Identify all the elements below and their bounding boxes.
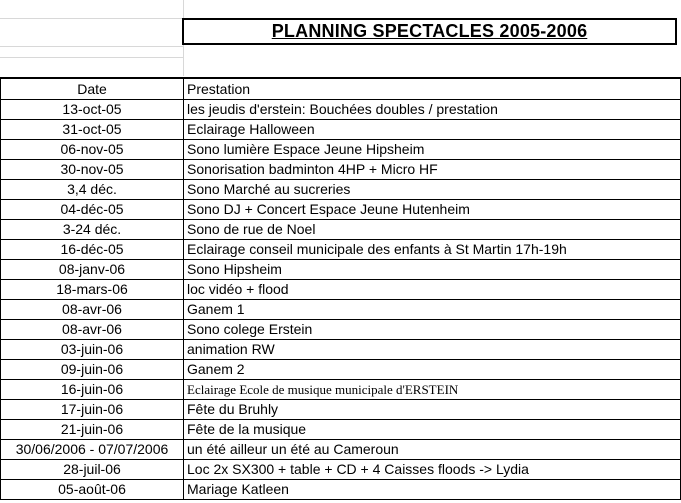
prestation-cell[interactable]: les jeudis d'erstein: Bouchées doubles / prestation	[187, 101, 498, 117]
prestation-cell[interactable]: Sono Marché au sucreries	[187, 181, 351, 197]
date-cell[interactable]: 08-avr-06	[1, 320, 184, 339]
date-cell[interactable]: 16-déc-05	[1, 240, 184, 259]
table-row	[1, 300, 680, 320]
prestation-cell[interactable]: Loc 2x SX300 + table + CD + 4 Caisses floods -> Lydia	[187, 461, 529, 477]
table-row	[1, 140, 680, 160]
date-cell[interactable]: 21-juin-06	[1, 420, 184, 439]
date-cell[interactable]: 28-juil-06	[1, 460, 184, 479]
table-row	[1, 420, 680, 440]
date-cell[interactable]: 30/06/2006 - 07/07/2006	[1, 440, 184, 459]
table-header-row	[1, 79, 680, 100]
prestation-cell[interactable]: animation RW	[187, 341, 275, 357]
table-row	[1, 100, 680, 120]
prestation-cell[interactable]: Eclairage Halloween	[187, 121, 315, 137]
header-prestation-cell[interactable]: Prestation	[187, 81, 251, 97]
gridline	[0, 46, 183, 47]
gridline	[0, 18, 183, 19]
table-row	[1, 440, 680, 460]
date-cell[interactable]: 16-juin-06	[1, 380, 184, 399]
gridline	[0, 57, 183, 58]
table-row	[1, 240, 680, 260]
page-title: PLANNING SPECTACLES 2005-2006	[271, 21, 588, 41]
prestation-cell[interactable]: Ganem 1	[187, 301, 245, 317]
prestation-cell[interactable]: Sono DJ + Concert Espace Jeune Hutenheim	[187, 201, 470, 217]
header-date-cell[interactable]: Date	[1, 79, 184, 99]
date-cell[interactable]: 08-janv-06	[1, 260, 184, 279]
table-row	[1, 280, 680, 300]
prestation-cell[interactable]: Ganem 2	[187, 361, 245, 377]
date-cell[interactable]: 17-juin-06	[1, 400, 184, 419]
date-cell[interactable]: 05-août-06	[1, 480, 184, 499]
table-row	[1, 460, 680, 480]
date-cell[interactable]: 09-juin-06	[1, 360, 184, 379]
table-row	[1, 340, 680, 360]
table-row	[1, 360, 680, 380]
prestation-cell[interactable]: Fête du Bruhly	[187, 401, 279, 417]
prestation-cell[interactable]: Eclairage Ecole de musique municipale d'ERSTEIN	[187, 382, 459, 397]
table-row	[1, 400, 680, 420]
prestation-cell[interactable]: Sono colege Erstein	[187, 321, 313, 337]
table-row	[1, 260, 680, 280]
title-cell[interactable]	[182, 18, 677, 45]
date-cell[interactable]: 31-oct-05	[1, 120, 184, 139]
date-cell[interactable]: 06-nov-05	[1, 140, 184, 159]
prestation-cell[interactable]: Sono lumière Espace Jeune Hipsheim	[187, 141, 425, 157]
prestation-cell[interactable]: loc vidéo + flood	[187, 281, 289, 297]
date-cell[interactable]: 08-avr-06	[1, 300, 184, 319]
table-row	[1, 160, 680, 180]
table-row	[1, 480, 680, 500]
date-cell[interactable]: 3-24 déc.	[1, 220, 184, 239]
prestation-cell[interactable]: Eclairage conseil municipale des enfants à St Martin 17h-19h	[187, 241, 567, 257]
table-row	[1, 380, 680, 400]
date-cell[interactable]: 30-nov-05	[1, 160, 184, 179]
prestation-cell[interactable]: Sonorisation badminton 4HP + Micro HF	[187, 161, 438, 177]
table-row	[1, 200, 680, 220]
table-row	[1, 220, 680, 240]
prestation-cell[interactable]: un été ailleur un été au Cameroun	[187, 441, 399, 457]
prestation-cell[interactable]: Mariage Katleen	[187, 481, 289, 497]
date-cell[interactable]: 04-déc-05	[1, 200, 184, 219]
prestation-cell[interactable]: Sono de rue de Noel	[187, 221, 316, 237]
prestation-cell[interactable]: Fête de la musique	[187, 421, 307, 437]
date-cell[interactable]: 03-juin-06	[1, 340, 184, 359]
date-cell[interactable]: 13-oct-05	[1, 100, 184, 119]
prestation-cell[interactable]: Sono Hipsheim	[187, 261, 282, 277]
date-cell[interactable]: 18-mars-06	[1, 280, 184, 299]
planning-table	[0, 77, 681, 500]
table-row	[1, 320, 680, 340]
table-row	[1, 120, 680, 140]
table-row	[1, 180, 680, 200]
date-cell[interactable]: 3,4 déc.	[1, 180, 184, 199]
